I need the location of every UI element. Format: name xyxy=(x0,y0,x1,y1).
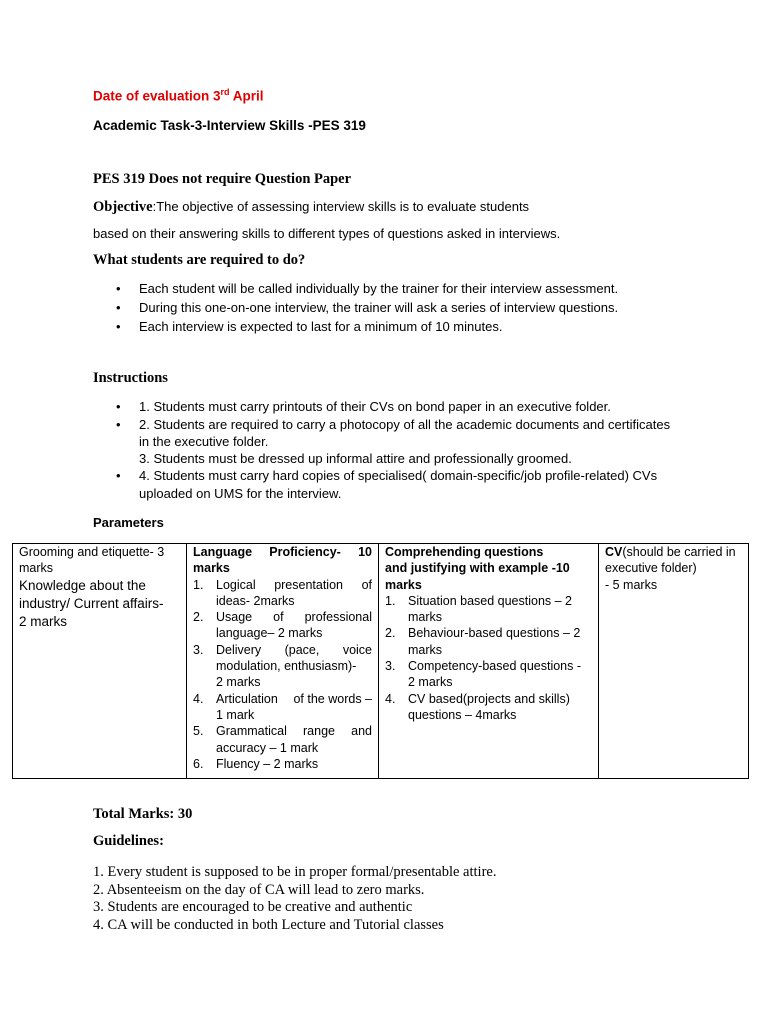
list-item xyxy=(93,317,618,336)
required-heading: What students are required to do? xyxy=(93,252,306,268)
date-suffix: April xyxy=(229,88,264,104)
evaluation-date xyxy=(93,87,264,104)
item-line: Fluency – 2 marks xyxy=(216,756,319,771)
word: professional xyxy=(304,610,372,625)
language-head-word: 10 xyxy=(358,545,372,559)
cv-head: CV xyxy=(605,545,623,559)
item-number: 2. xyxy=(193,610,204,625)
word: presentation xyxy=(274,577,343,592)
list-item-text: Each student will be called individually by the trainer for their interview assessment. xyxy=(139,281,619,296)
instructions-heading: Instructions xyxy=(93,370,168,386)
list-item xyxy=(193,691,372,724)
date-prefix: Date of evaluation 3 xyxy=(93,88,221,104)
total-marks: Total Marks: 30 xyxy=(93,806,193,822)
item-number: 2. xyxy=(385,626,396,641)
item-line xyxy=(216,642,372,658)
word: of xyxy=(273,610,284,625)
item-line: marks xyxy=(408,610,443,625)
list-item: 3. Students are encouraged to be creative and authentic xyxy=(93,899,413,915)
item-line: questions – 4marks xyxy=(408,707,517,722)
required-list xyxy=(93,279,618,336)
no-paper-note: PES 319 Does not require Question Paper xyxy=(93,171,352,187)
list-item: 1. Every student is supposed to be in proper formal/presentable attire. xyxy=(93,864,497,880)
list-item xyxy=(385,625,592,658)
comprehension-head-line-2: and justifying with example -10 xyxy=(385,561,570,576)
parameters-heading: Parameters xyxy=(93,515,164,530)
language-head-word: Proficiency- xyxy=(269,545,341,559)
list-item xyxy=(385,691,592,724)
list-item-text: uploaded on UMS for the interview. xyxy=(139,486,342,501)
item-line: CV based(projects and skills) xyxy=(408,691,570,706)
objective-label: Objective xyxy=(93,199,153,215)
item-line: accuracy – 1 mark xyxy=(216,740,319,755)
bullet-icon: • xyxy=(116,399,121,414)
item-line: marks xyxy=(408,642,443,657)
comprehension-list xyxy=(385,593,592,723)
item-line: ideas- 2marks xyxy=(216,593,295,608)
list-item-text: 1. Students must carry printouts of their CVs on bond paper in an executive folder. xyxy=(139,399,611,414)
language-head-line-2: marks xyxy=(193,561,230,576)
grooming-line-1: Grooming and etiquette- 3 xyxy=(19,545,165,559)
list-item xyxy=(93,416,670,467)
list-item xyxy=(93,279,618,298)
bullet-icon: • xyxy=(116,468,121,483)
item-number: 3. xyxy=(385,659,396,674)
language-head-word: Language xyxy=(193,545,253,559)
list-item-text: During this one-on-one interview, the trainer will ask a series of interview questions. xyxy=(139,300,619,315)
item-number: 4. xyxy=(193,691,204,706)
guidelines-list xyxy=(93,864,496,934)
item-line xyxy=(216,609,372,625)
knowledge-line-1: Knowledge about the xyxy=(19,577,146,593)
task-title: Academic Task-3-Interview Skills -PES 319 xyxy=(93,118,366,133)
item-number: 3. xyxy=(193,642,204,657)
list-item xyxy=(385,593,592,626)
bullet-icon: • xyxy=(116,300,121,315)
item-line xyxy=(216,723,372,739)
word: and xyxy=(351,724,372,739)
comprehension-head-line-3: marks xyxy=(385,577,422,592)
word: Articulation xyxy=(216,691,278,706)
word: Usage xyxy=(216,610,253,625)
cv-line-2: executive folder) xyxy=(605,561,697,576)
item-line: language– 2 marks xyxy=(216,626,323,641)
item-line: Competency-based questions - xyxy=(408,659,582,674)
item-line: Behaviour-based questions – 2 xyxy=(408,626,581,641)
word: of the words – xyxy=(293,691,372,706)
item-line xyxy=(216,691,372,707)
comprehension-cell xyxy=(379,544,599,779)
item-line: 2 marks xyxy=(408,675,453,690)
item-number: 5. xyxy=(193,724,204,739)
list-item xyxy=(93,467,670,503)
word: Logical xyxy=(216,577,256,592)
table-row xyxy=(13,544,749,779)
bullet-icon: • xyxy=(116,319,121,334)
objective-line-2: based on their answering skills to different types of questions asked in interviews. xyxy=(93,226,561,241)
language-head-line-1 xyxy=(193,544,372,560)
knowledge-line-3: 2 marks xyxy=(19,613,68,629)
list-item xyxy=(385,658,592,691)
cv-text-1: (should be carried in xyxy=(622,545,736,559)
language-list xyxy=(193,577,372,773)
instructions-list xyxy=(93,398,670,503)
parameters-table xyxy=(12,543,749,779)
item-number: 1. xyxy=(385,593,396,608)
item-line xyxy=(216,577,372,593)
cv-line-1 xyxy=(605,544,742,560)
list-item: 4. CA will be conducted in both Lecture and Tutorial classes xyxy=(93,916,444,933)
bullet-icon: • xyxy=(116,417,121,432)
list-item: 2. Absenteeism on the day of CA will lead to zero marks. xyxy=(93,881,425,898)
item-line: modulation, enthusiasm)- xyxy=(216,659,357,674)
word: of xyxy=(361,577,372,592)
list-item xyxy=(193,756,372,772)
cv-line-3: - 5 marks xyxy=(605,577,658,592)
grooming-cell xyxy=(13,544,187,779)
word: Delivery xyxy=(216,642,262,657)
cv-cell xyxy=(599,544,749,779)
list-item xyxy=(93,298,618,317)
bullet-icon: • xyxy=(116,281,121,296)
item-line: 2 marks xyxy=(216,675,261,690)
objective-line-1 xyxy=(93,199,529,216)
item-number: 1. xyxy=(193,577,204,592)
list-item-text: 3. Students must be dressed up informal attire and professionally groomed. xyxy=(139,451,572,466)
list-item-text: 2. Students are required to carry a photocopy of all the academic documents and certificates xyxy=(139,417,671,432)
item-line: 1 mark xyxy=(216,707,255,722)
language-cell xyxy=(187,544,379,779)
guidelines-heading: Guidelines: xyxy=(93,833,164,849)
list-item xyxy=(193,609,372,642)
word: (pace, xyxy=(284,642,320,657)
list-item xyxy=(193,723,372,756)
list-item-text: in the executive folder. xyxy=(139,434,269,449)
objective-text-1: :The objective of assessing interview skills is to evaluate students xyxy=(152,199,530,214)
word: range xyxy=(303,724,335,739)
date-superscript: rd xyxy=(220,87,230,97)
list-item-text: Each interview is expected to last for a minimum of 10 minutes. xyxy=(139,319,503,334)
list-item-text: 4. Students must carry hard copies of specialised( domain-specific/job profile-related) CVs xyxy=(139,468,658,483)
item-number: 4. xyxy=(385,691,396,706)
list-item xyxy=(193,642,372,691)
item-number: 6. xyxy=(193,756,204,771)
word: Grammatical xyxy=(216,724,287,739)
list-item xyxy=(193,577,372,610)
grooming-line-2: marks xyxy=(19,561,54,576)
list-item xyxy=(93,398,670,416)
item-line: Situation based questions – 2 xyxy=(408,593,573,608)
word: voice xyxy=(342,642,372,657)
comprehension-head-line-1: Comprehending questions xyxy=(385,545,544,559)
knowledge-line-2: industry/ Current affairs- xyxy=(19,595,164,611)
